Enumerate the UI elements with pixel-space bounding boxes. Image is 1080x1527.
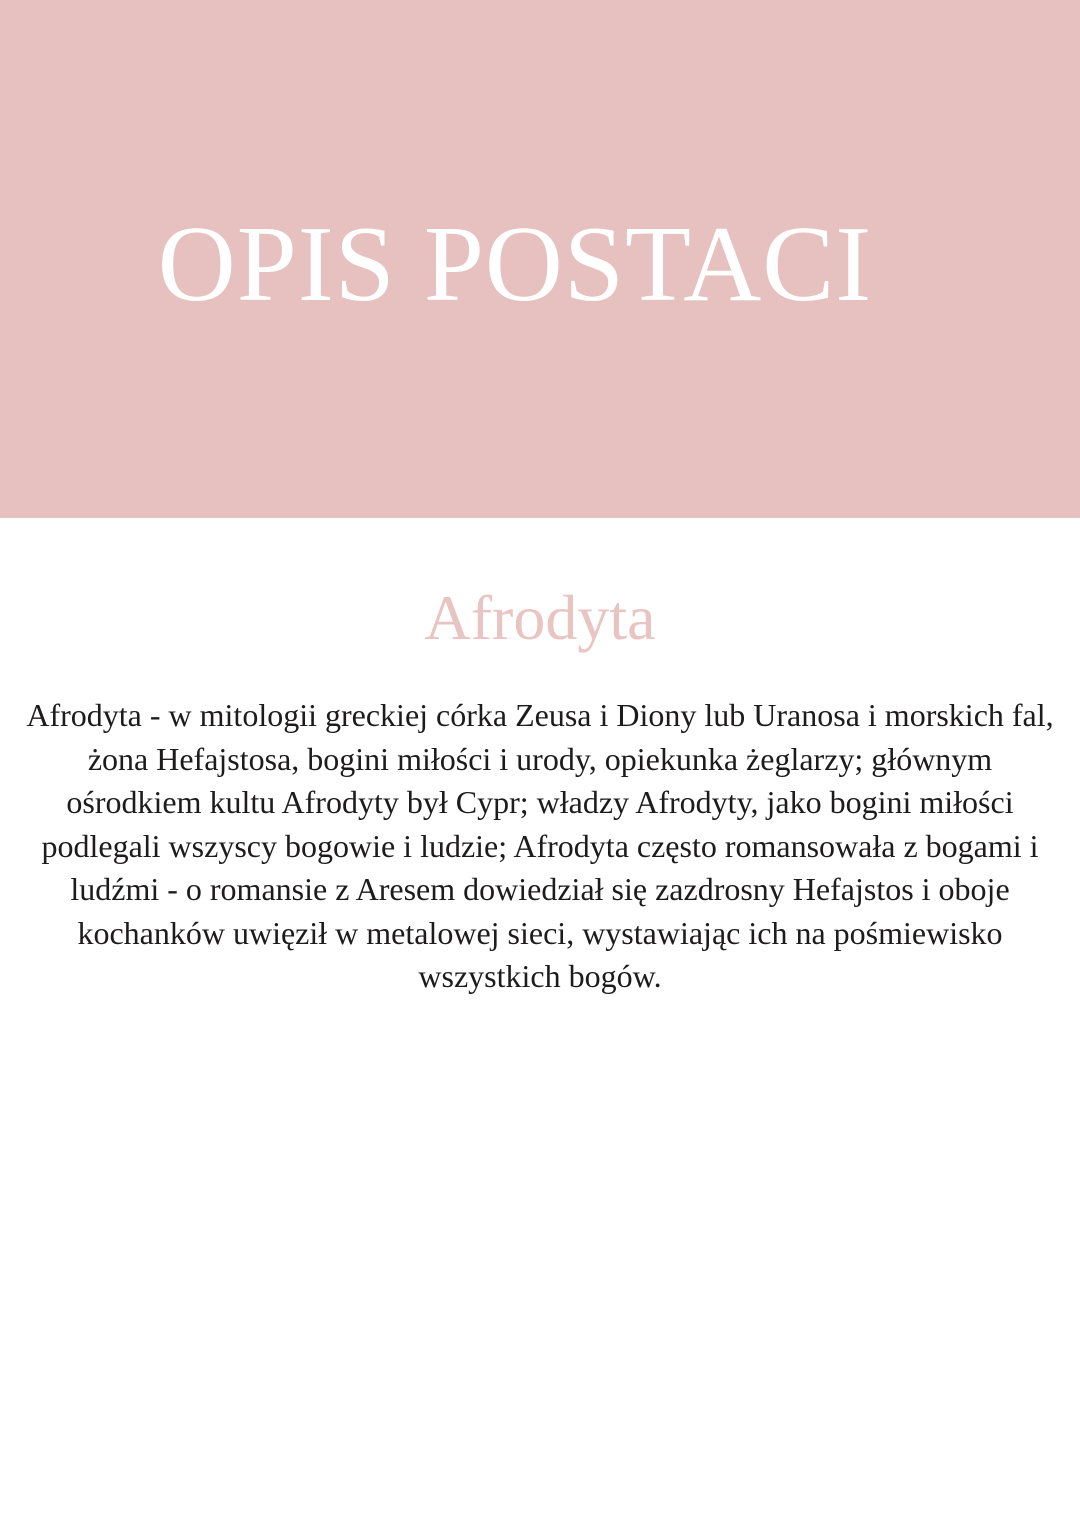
character-name: Afrodyta <box>424 582 656 653</box>
page-title: OPIS POSTACI <box>157 205 873 324</box>
character-description: Afrodyta - w mitologii greckiej córka Zeusa i Diony lub Uranosa i morskich fal, żona Hefajstosa, bogini miłości i urody, opiekunka żeglarzy; głównym ośrodkiem kultu Afrodyty był Cypr; władzy Afrodyty, jako bogini miłości podlegali wszyscy bogowie i ludzie; Afrodyta często romansowała z bogami i ludźmi - o romansie z Aresem dowiedział się zazdrosny Hefajstos i oboje kochanków uwięził w metalowej sieci, wystawiając ich na pośmiewisko wszystkich bogów. <box>26 697 1054 994</box>
header-band <box>0 0 1080 518</box>
